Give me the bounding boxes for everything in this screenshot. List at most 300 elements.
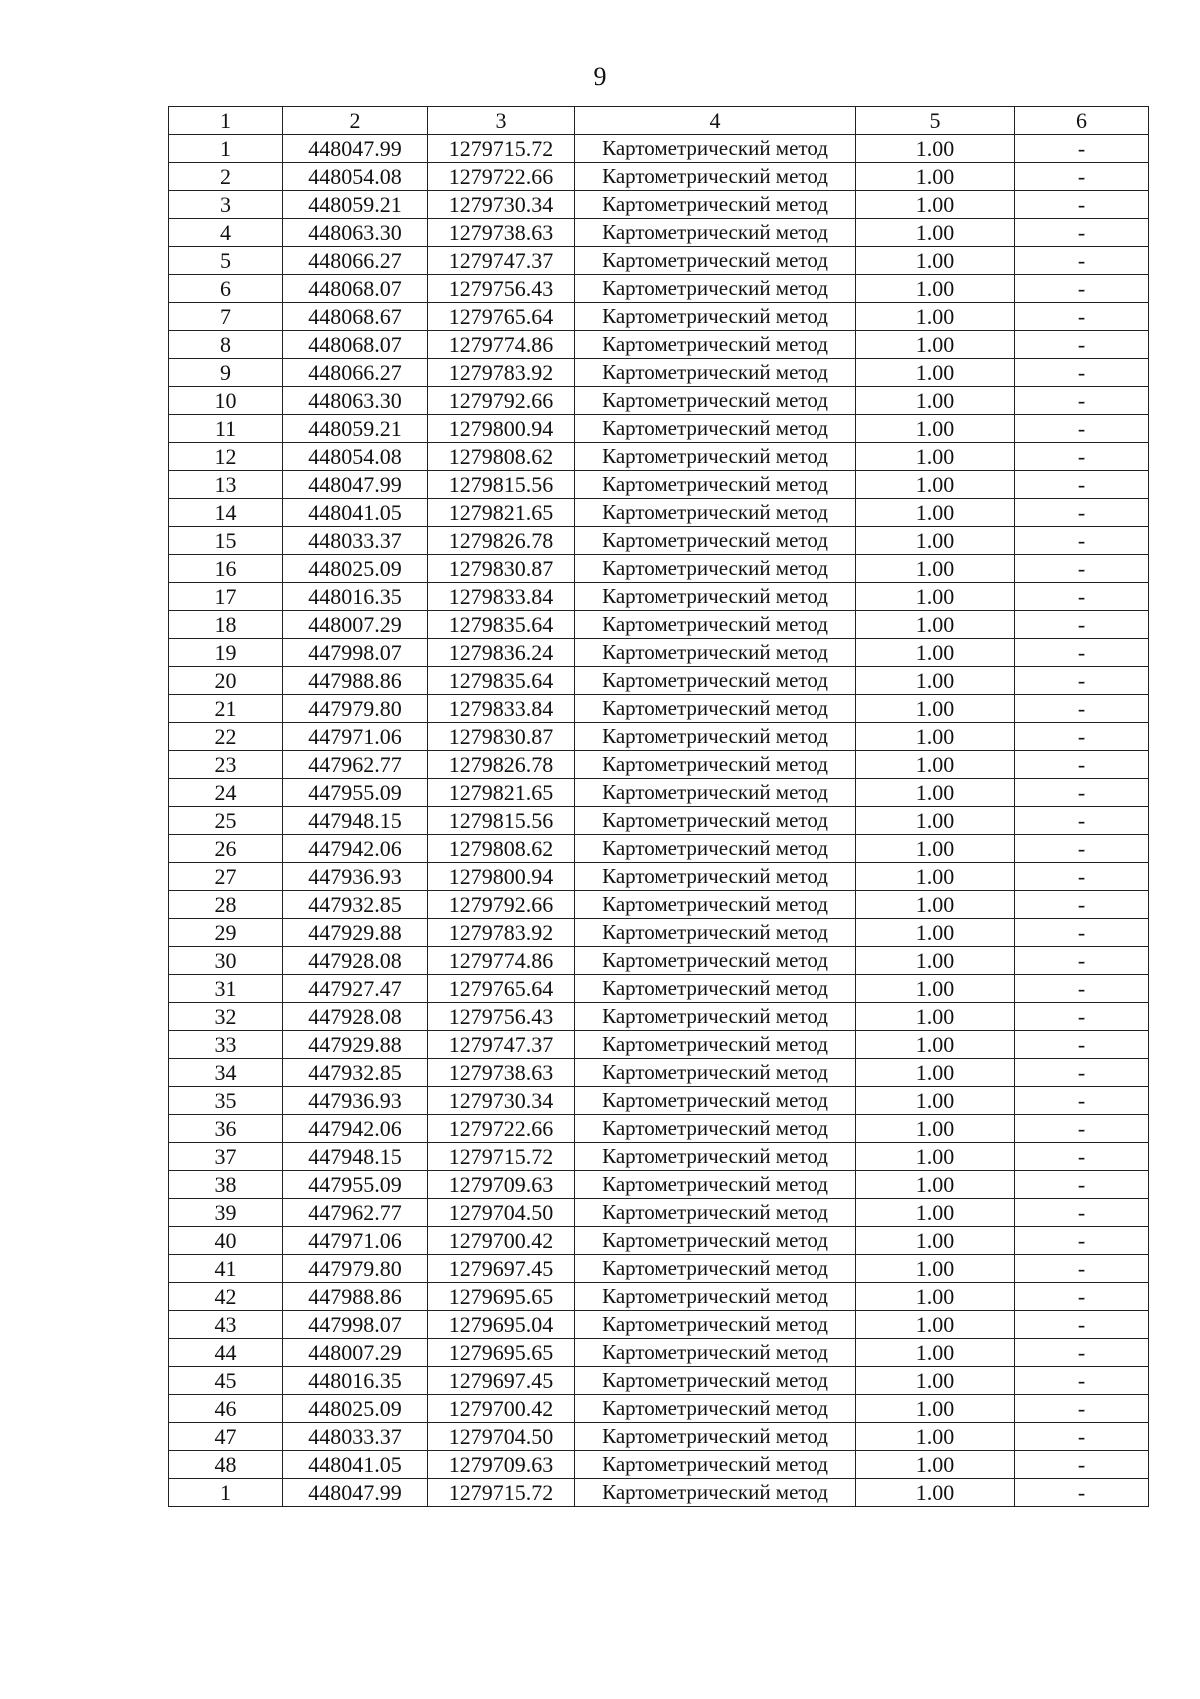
description-cell: - [1015,1451,1149,1479]
y-coordinate-cell: 1279730.34 [428,1087,575,1115]
x-coordinate-cell: 448047.99 [283,1479,428,1507]
accuracy-cell: 1.00 [856,1395,1015,1423]
point-number-cell: 16 [169,555,283,583]
y-coordinate-cell: 1279715.72 [428,135,575,163]
point-number-cell: 3 [169,191,283,219]
y-coordinate-cell: 1279808.62 [428,443,575,471]
x-coordinate-cell: 447929.88 [283,1031,428,1059]
table-row [169,583,1149,611]
description-cell: - [1015,639,1149,667]
accuracy-cell: 1.00 [856,1087,1015,1115]
accuracy-cell: 1.00 [856,1143,1015,1171]
description-cell: - [1015,1031,1149,1059]
y-coordinate-cell: 1279783.92 [428,359,575,387]
accuracy-cell: 1.00 [856,723,1015,751]
method-cell: Картометрический метод [575,1451,856,1479]
accuracy-cell: 1.00 [856,527,1015,555]
y-coordinate-cell: 1279700.42 [428,1395,575,1423]
x-coordinate-cell: 447942.06 [283,835,428,863]
method-cell: Картометрический метод [575,751,856,779]
y-coordinate-cell: 1279800.94 [428,863,575,891]
table-row [169,247,1149,275]
method-cell: Картометрический метод [575,1255,856,1283]
y-coordinate-cell: 1279747.37 [428,247,575,275]
table-row [169,1171,1149,1199]
description-cell: - [1015,527,1149,555]
method-cell: Картометрический метод [575,247,856,275]
point-number-cell: 28 [169,891,283,919]
point-number-cell: 2 [169,163,283,191]
x-coordinate-cell: 447971.06 [283,1227,428,1255]
method-cell: Картометрический метод [575,1395,856,1423]
method-cell: Картометрический метод [575,947,856,975]
table-row [169,499,1149,527]
page-number: 9 [593,62,607,91]
y-coordinate-cell: 1279738.63 [428,1059,575,1087]
x-coordinate-cell: 447955.09 [283,779,428,807]
accuracy-cell: 1.00 [856,415,1015,443]
table-row [169,863,1149,891]
accuracy-cell: 1.00 [856,1227,1015,1255]
x-coordinate-cell: 448063.30 [283,219,428,247]
accuracy-cell: 1.00 [856,919,1015,947]
table-row [169,471,1149,499]
point-number-cell: 45 [169,1367,283,1395]
accuracy-cell: 1.00 [856,667,1015,695]
x-coordinate-cell: 448054.08 [283,443,428,471]
table-row [169,779,1149,807]
method-cell: Картометрический метод [575,359,856,387]
method-cell: Картометрический метод [575,471,856,499]
method-cell: Картометрический метод [575,415,856,443]
method-cell: Картометрический метод [575,1339,856,1367]
description-cell: - [1015,499,1149,527]
table-body [169,135,1149,1507]
accuracy-cell: 1.00 [856,219,1015,247]
method-cell: Картометрический метод [575,583,856,611]
y-coordinate-cell: 1279821.65 [428,779,575,807]
point-number-cell: 36 [169,1115,283,1143]
table-row [169,1255,1149,1283]
point-number-cell: 13 [169,471,283,499]
method-cell: Картометрический метод [575,1087,856,1115]
description-cell: - [1015,1059,1149,1087]
x-coordinate-cell: 448033.37 [283,1423,428,1451]
table-row [169,975,1149,1003]
description-cell: - [1015,1339,1149,1367]
description-cell: - [1015,275,1149,303]
method-cell: Картометрический метод [575,639,856,667]
y-coordinate-cell: 1279722.66 [428,163,575,191]
accuracy-cell: 1.00 [856,471,1015,499]
x-coordinate-cell: 448041.05 [283,1451,428,1479]
point-number-cell: 8 [169,331,283,359]
point-number-cell: 32 [169,1003,283,1031]
y-coordinate-cell: 1279800.94 [428,415,575,443]
x-coordinate-cell: 447936.93 [283,863,428,891]
point-number-cell: 40 [169,1227,283,1255]
y-coordinate-cell: 1279815.56 [428,807,575,835]
table-row [169,219,1149,247]
table-row [169,1311,1149,1339]
accuracy-cell: 1.00 [856,1255,1015,1283]
description-cell: - [1015,1227,1149,1255]
description-cell: - [1015,891,1149,919]
y-coordinate-cell: 1279715.72 [428,1479,575,1507]
accuracy-cell: 1.00 [856,1031,1015,1059]
y-coordinate-cell: 1279808.62 [428,835,575,863]
method-cell: Картометрический метод [575,191,856,219]
y-coordinate-cell: 1279722.66 [428,1115,575,1143]
accuracy-cell: 1.00 [856,1115,1015,1143]
description-cell: - [1015,1115,1149,1143]
description-cell: - [1015,919,1149,947]
table-row [169,1339,1149,1367]
x-coordinate-cell: 448068.07 [283,275,428,303]
point-number-cell: 20 [169,667,283,695]
accuracy-cell: 1.00 [856,135,1015,163]
y-coordinate-cell: 1279756.43 [428,1003,575,1031]
x-coordinate-cell: 447979.80 [283,695,428,723]
description-cell: - [1015,1199,1149,1227]
point-number-cell: 17 [169,583,283,611]
table-row [169,443,1149,471]
point-number-cell: 43 [169,1311,283,1339]
method-cell: Картометрический метод [575,863,856,891]
point-number-cell: 24 [169,779,283,807]
x-coordinate-cell: 448059.21 [283,415,428,443]
table-row [169,695,1149,723]
method-cell: Картометрический метод [575,1479,856,1507]
accuracy-cell: 1.00 [856,1451,1015,1479]
accuracy-cell: 1.00 [856,443,1015,471]
x-coordinate-cell: 448025.09 [283,1395,428,1423]
description-cell: - [1015,1423,1149,1451]
header-cell-x: 2 [283,107,428,135]
x-coordinate-cell: 447928.08 [283,947,428,975]
method-cell: Картометрический метод [575,219,856,247]
accuracy-cell: 1.00 [856,583,1015,611]
y-coordinate-cell: 1279695.65 [428,1339,575,1367]
y-coordinate-cell: 1279815.56 [428,471,575,499]
y-coordinate-cell: 1279774.86 [428,947,575,975]
accuracy-cell: 1.00 [856,1003,1015,1031]
method-cell: Картометрический метод [575,891,856,919]
point-number-cell: 38 [169,1171,283,1199]
x-coordinate-cell: 448007.29 [283,611,428,639]
table-row [169,555,1149,583]
point-number-cell: 9 [169,359,283,387]
x-coordinate-cell: 448047.99 [283,135,428,163]
accuracy-cell: 1.00 [856,639,1015,667]
y-coordinate-cell: 1279747.37 [428,1031,575,1059]
method-cell: Картометрический метод [575,555,856,583]
table-row [169,611,1149,639]
table-row [169,835,1149,863]
point-number-cell: 22 [169,723,283,751]
accuracy-cell: 1.00 [856,1059,1015,1087]
method-cell: Картометрический метод [575,779,856,807]
method-cell: Картометрический метод [575,835,856,863]
x-coordinate-cell: 447988.86 [283,1283,428,1311]
y-coordinate-cell: 1279833.84 [428,695,575,723]
method-cell: Картометрический метод [575,527,856,555]
table-row [169,303,1149,331]
description-cell: - [1015,555,1149,583]
accuracy-cell: 1.00 [856,1479,1015,1507]
point-number-cell: 26 [169,835,283,863]
x-coordinate-cell: 448054.08 [283,163,428,191]
point-number-cell: 37 [169,1143,283,1171]
x-coordinate-cell: 447927.47 [283,975,428,1003]
y-coordinate-cell: 1279835.64 [428,611,575,639]
description-cell: - [1015,667,1149,695]
table-row [169,527,1149,555]
table-row [169,947,1149,975]
description-cell: - [1015,807,1149,835]
method-cell: Картометрический метод [575,1059,856,1087]
accuracy-cell: 1.00 [856,779,1015,807]
y-coordinate-cell: 1279700.42 [428,1227,575,1255]
x-coordinate-cell: 447998.07 [283,1311,428,1339]
accuracy-cell: 1.00 [856,891,1015,919]
header-cell-method: 4 [575,107,856,135]
x-coordinate-cell: 447971.06 [283,723,428,751]
description-cell: - [1015,1283,1149,1311]
x-coordinate-cell: 447948.15 [283,807,428,835]
point-number-cell: 29 [169,919,283,947]
x-coordinate-cell: 447932.85 [283,1059,428,1087]
y-coordinate-cell: 1279704.50 [428,1199,575,1227]
accuracy-cell: 1.00 [856,1199,1015,1227]
y-coordinate-cell: 1279792.66 [428,891,575,919]
table-row [169,415,1149,443]
header-cell-accuracy: 5 [856,107,1015,135]
description-cell: - [1015,723,1149,751]
x-coordinate-cell: 448016.35 [283,583,428,611]
x-coordinate-cell: 447936.93 [283,1087,428,1115]
x-coordinate-cell: 448041.05 [283,499,428,527]
description-cell: - [1015,583,1149,611]
accuracy-cell: 1.00 [856,1311,1015,1339]
table-row [169,1451,1149,1479]
point-number-cell: 21 [169,695,283,723]
method-cell: Картометрический метод [575,1143,856,1171]
y-coordinate-cell: 1279715.72 [428,1143,575,1171]
accuracy-cell: 1.00 [856,555,1015,583]
description-cell: - [1015,191,1149,219]
method-cell: Картометрический метод [575,975,856,1003]
accuracy-cell: 1.00 [856,807,1015,835]
accuracy-cell: 1.00 [856,751,1015,779]
y-coordinate-cell: 1279709.63 [428,1171,575,1199]
description-cell: - [1015,415,1149,443]
method-cell: Картометрический метод [575,1423,856,1451]
y-coordinate-cell: 1279765.64 [428,303,575,331]
point-number-cell: 1 [169,135,283,163]
point-number-cell: 14 [169,499,283,527]
method-cell: Картометрический метод [575,1115,856,1143]
x-coordinate-cell: 447962.77 [283,751,428,779]
table-row [169,751,1149,779]
description-cell: - [1015,331,1149,359]
table-row [169,1367,1149,1395]
description-cell: - [1015,1255,1149,1283]
point-number-cell: 48 [169,1451,283,1479]
x-coordinate-cell: 447942.06 [283,1115,428,1143]
y-coordinate-cell: 1279765.64 [428,975,575,1003]
accuracy-cell: 1.00 [856,331,1015,359]
point-number-cell: 23 [169,751,283,779]
table-row [169,359,1149,387]
point-number-cell: 4 [169,219,283,247]
method-cell: Картометрический метод [575,1171,856,1199]
table-row [169,723,1149,751]
point-number-cell: 18 [169,611,283,639]
y-coordinate-cell: 1279835.64 [428,667,575,695]
point-number-cell: 12 [169,443,283,471]
x-coordinate-cell: 447988.86 [283,667,428,695]
y-coordinate-cell: 1279821.65 [428,499,575,527]
x-coordinate-cell: 448066.27 [283,247,428,275]
y-coordinate-cell: 1279697.45 [428,1255,575,1283]
x-coordinate-cell: 447929.88 [283,919,428,947]
header-cell-description: 6 [1015,107,1149,135]
coordinates-table [168,106,1149,1507]
table-row [169,891,1149,919]
accuracy-cell: 1.00 [856,975,1015,1003]
description-cell: - [1015,751,1149,779]
point-number-cell: 19 [169,639,283,667]
point-number-cell: 25 [169,807,283,835]
x-coordinate-cell: 448047.99 [283,471,428,499]
description-cell: - [1015,1479,1149,1507]
point-number-cell: 1 [169,1479,283,1507]
table-row [169,807,1149,835]
description-cell: - [1015,443,1149,471]
description-cell: - [1015,471,1149,499]
y-coordinate-cell: 1279774.86 [428,331,575,359]
method-cell: Картометрический метод [575,163,856,191]
point-number-cell: 47 [169,1423,283,1451]
table-row [169,1199,1149,1227]
y-coordinate-cell: 1279697.45 [428,1367,575,1395]
accuracy-cell: 1.00 [856,275,1015,303]
point-number-cell: 39 [169,1199,283,1227]
method-cell: Картометрический метод [575,695,856,723]
method-cell: Картометрический метод [575,275,856,303]
method-cell: Картометрический метод [575,807,856,835]
method-cell: Картометрический метод [575,723,856,751]
y-coordinate-cell: 1279704.50 [428,1423,575,1451]
point-number-cell: 30 [169,947,283,975]
x-coordinate-cell: 447928.08 [283,1003,428,1031]
table-row [169,1087,1149,1115]
point-number-cell: 5 [169,247,283,275]
point-number-cell: 15 [169,527,283,555]
accuracy-cell: 1.00 [856,1283,1015,1311]
accuracy-cell: 1.00 [856,163,1015,191]
y-coordinate-cell: 1279792.66 [428,387,575,415]
y-coordinate-cell: 1279833.84 [428,583,575,611]
description-cell: - [1015,303,1149,331]
description-cell: - [1015,1003,1149,1031]
table-row [169,1395,1149,1423]
y-coordinate-cell: 1279826.78 [428,751,575,779]
point-number-cell: 41 [169,1255,283,1283]
method-cell: Картометрический метод [575,443,856,471]
accuracy-cell: 1.00 [856,1367,1015,1395]
description-cell: - [1015,975,1149,1003]
y-coordinate-cell: 1279695.65 [428,1283,575,1311]
accuracy-cell: 1.00 [856,247,1015,275]
description-cell: - [1015,219,1149,247]
x-coordinate-cell: 447962.77 [283,1199,428,1227]
description-cell: - [1015,695,1149,723]
description-cell: - [1015,247,1149,275]
x-coordinate-cell: 447932.85 [283,891,428,919]
method-cell: Картометрический метод [575,331,856,359]
x-coordinate-cell: 448025.09 [283,555,428,583]
y-coordinate-cell: 1279756.43 [428,275,575,303]
x-coordinate-cell: 448059.21 [283,191,428,219]
description-cell: - [1015,947,1149,975]
x-coordinate-cell: 447948.15 [283,1143,428,1171]
table-row [169,1283,1149,1311]
accuracy-cell: 1.00 [856,863,1015,891]
accuracy-cell: 1.00 [856,611,1015,639]
method-cell: Картометрический метод [575,1199,856,1227]
accuracy-cell: 1.00 [856,191,1015,219]
accuracy-cell: 1.00 [856,1171,1015,1199]
x-coordinate-cell: 448068.07 [283,331,428,359]
table-row [169,667,1149,695]
x-coordinate-cell: 448007.29 [283,1339,428,1367]
description-cell: - [1015,1171,1149,1199]
y-coordinate-cell: 1279826.78 [428,527,575,555]
description-cell: - [1015,1143,1149,1171]
y-coordinate-cell: 1279709.63 [428,1451,575,1479]
point-number-cell: 42 [169,1283,283,1311]
table-header-row [169,107,1149,135]
method-cell: Картометрический метод [575,1227,856,1255]
table-row [169,331,1149,359]
header-cell-y: 3 [428,107,575,135]
point-number-cell: 6 [169,275,283,303]
y-coordinate-cell: 1279830.87 [428,723,575,751]
accuracy-cell: 1.00 [856,303,1015,331]
accuracy-cell: 1.00 [856,387,1015,415]
table-row [169,1003,1149,1031]
y-coordinate-cell: 1279738.63 [428,219,575,247]
x-coordinate-cell: 448066.27 [283,359,428,387]
method-cell: Картометрический метод [575,1283,856,1311]
table-row [169,1479,1149,1507]
point-number-cell: 27 [169,863,283,891]
table-row [169,639,1149,667]
y-coordinate-cell: 1279830.87 [428,555,575,583]
point-number-cell: 46 [169,1395,283,1423]
description-cell: - [1015,359,1149,387]
table-row [169,919,1149,947]
description-cell: - [1015,835,1149,863]
description-cell: - [1015,1311,1149,1339]
accuracy-cell: 1.00 [856,695,1015,723]
accuracy-cell: 1.00 [856,499,1015,527]
description-cell: - [1015,387,1149,415]
x-coordinate-cell: 447998.07 [283,639,428,667]
method-cell: Картометрический метод [575,135,856,163]
